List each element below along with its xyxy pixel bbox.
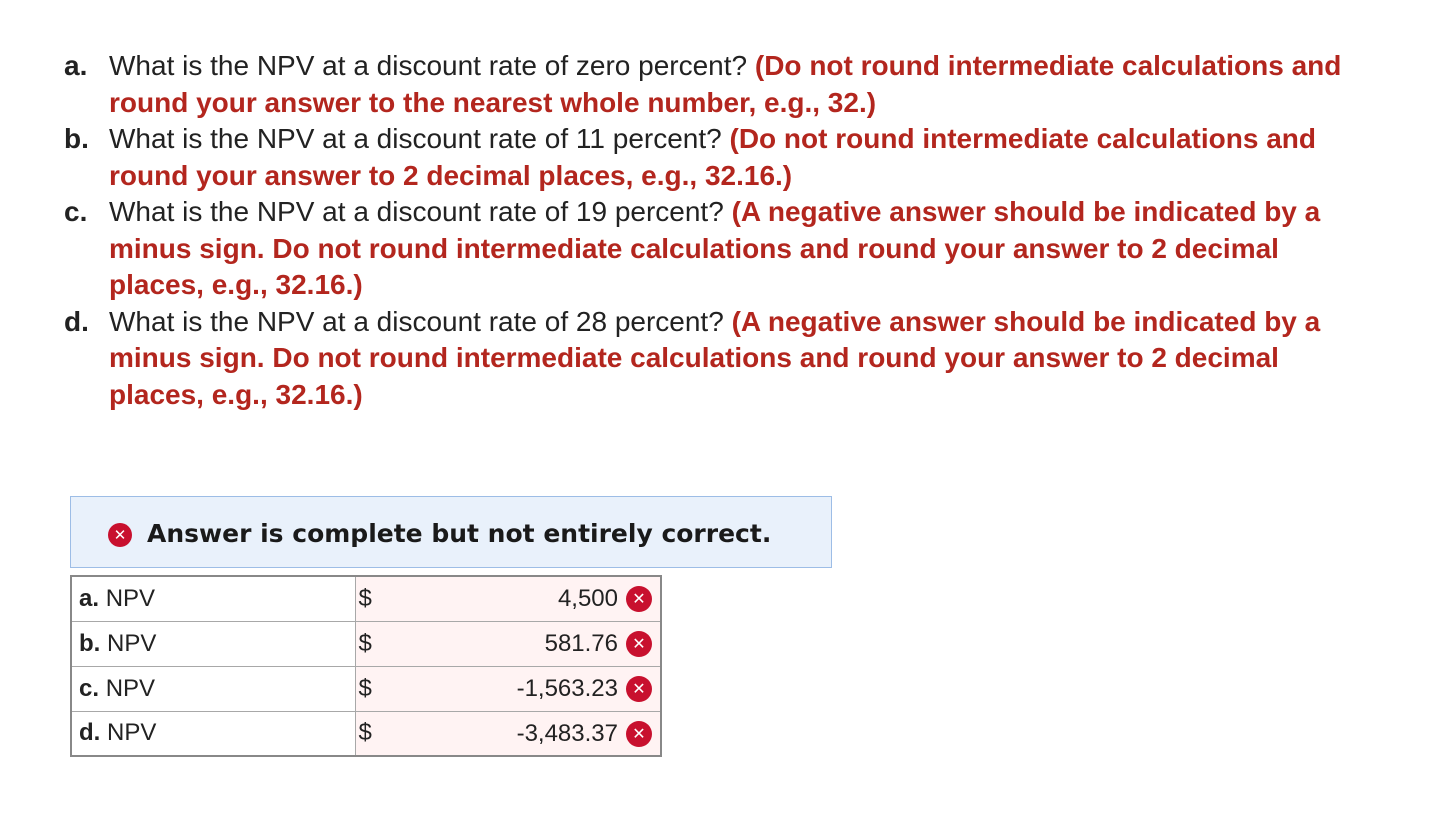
incorrect-x-icon: ✕ [108, 523, 132, 547]
answer-label-text: NPV [105, 584, 156, 612]
answer-label-text: NPV [107, 629, 157, 657]
answer-label [71, 621, 355, 666]
answer-input[interactable] [379, 621, 661, 666]
feedback-banner [70, 496, 832, 568]
answer-input[interactable] [379, 576, 661, 621]
question-a [64, 48, 1354, 121]
question-instruction: (Do not round intermediate calculations and round your answer to 2 decimal places, e.g., 32.16.) [109, 123, 1316, 191]
currency-symbol: $ [355, 666, 379, 711]
answer-label-text: NPV [105, 674, 156, 702]
incorrect-x-icon: ✕ [626, 676, 652, 702]
question-text: What is the NPV at a discount rate of zero percent? [109, 50, 748, 81]
question-list [64, 48, 1354, 413]
table-row [71, 666, 661, 711]
answer-table [70, 575, 662, 757]
question-letter: c. [64, 196, 88, 227]
currency-symbol: $ [355, 711, 379, 756]
answer-value[interactable]: -3,483.37 [516, 719, 618, 747]
feedback-message: Answer is complete but not entirely correct. [147, 519, 772, 548]
answer-input[interactable] [379, 711, 661, 756]
question-instruction: (A negative answer should be indicated by a minus sign. Do not round intermediate calculations and round your answer to 2 decimal places, e.g., 32.16.) [109, 305, 1321, 410]
currency-symbol: $ [355, 621, 379, 666]
answer-value[interactable]: -1,563.23 [516, 674, 618, 702]
question-letter: b. [64, 123, 89, 154]
answer-label [71, 666, 355, 711]
answer-value[interactable]: 4,500 [557, 585, 618, 613]
question-text: What is the NPV at a discount rate of 19 percent? [109, 196, 724, 227]
table-row [71, 711, 661, 756]
question-letter: a. [64, 50, 88, 81]
question-instruction: (Do not round intermediate calculations and round your answer to the nearest whole number, e.g., 32.) [109, 50, 1342, 118]
answer-label-text: NPV [107, 719, 157, 747]
answer-value[interactable]: 581.76 [544, 629, 618, 657]
answer-label [71, 711, 355, 756]
incorrect-x-icon: ✕ [626, 721, 652, 747]
answer-letter: b. [79, 629, 101, 657]
answer-label [71, 576, 355, 621]
answer-letter: c. [79, 674, 100, 702]
question-instruction: (A negative answer should be indicated by a minus sign. Do not round intermediate calculations and round your answer to 2 decimal places, e.g., 32.16.) [109, 196, 1321, 300]
currency-symbol: $ [355, 576, 379, 621]
question-c [64, 194, 1354, 304]
incorrect-x-icon: ✕ [626, 631, 652, 657]
question-d [64, 304, 1354, 414]
question-text: What is the NPV at a discount rate of 11 percent? [109, 123, 722, 154]
answer-letter: d. [79, 719, 101, 747]
answer-letter: a. [79, 584, 100, 612]
table-row [71, 576, 661, 621]
question-text: What is the NPV at a discount rate of 28 percent? [109, 305, 724, 337]
question-b [64, 121, 1354, 194]
answer-input[interactable] [379, 666, 661, 711]
incorrect-x-icon: ✕ [626, 586, 652, 612]
table-row [71, 621, 661, 666]
question-letter: d. [64, 305, 89, 337]
